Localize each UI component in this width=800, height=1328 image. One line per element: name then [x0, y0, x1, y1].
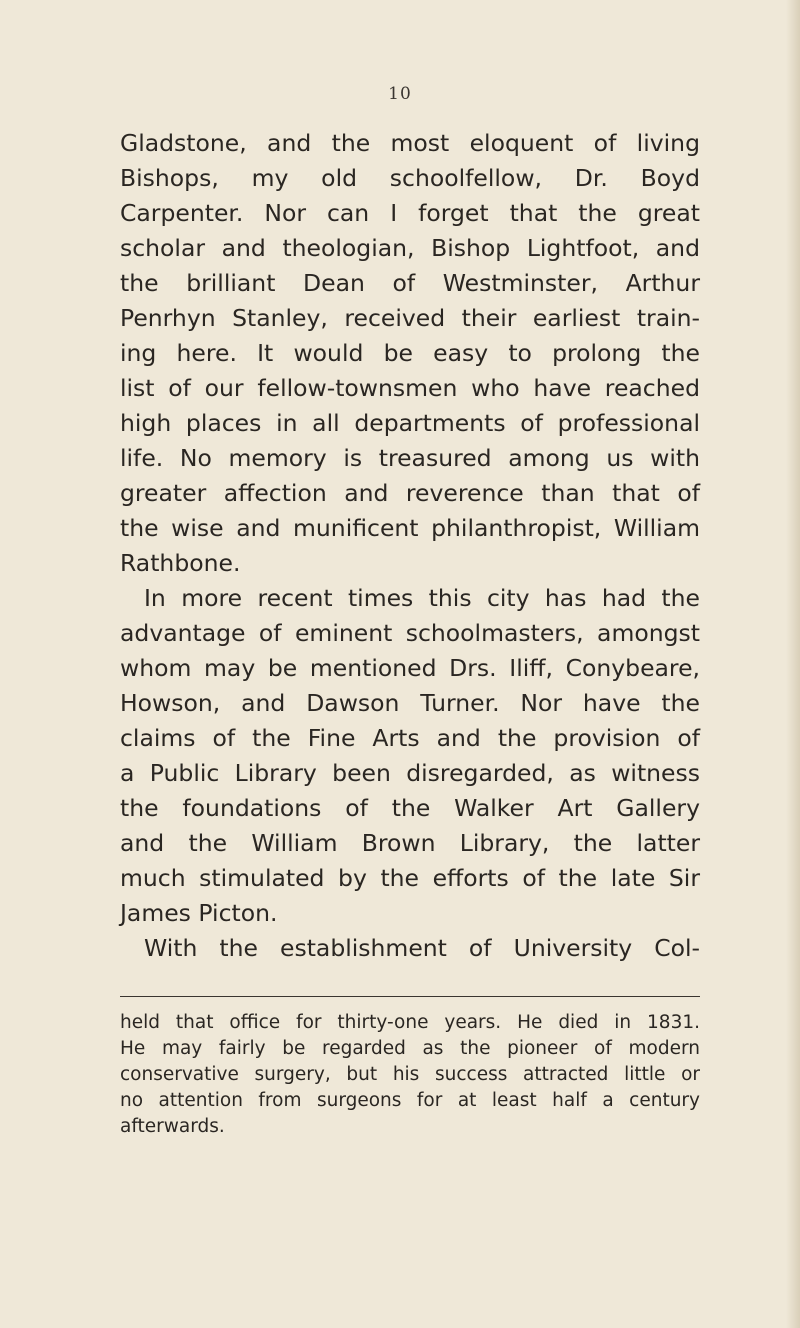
footnote-divider	[120, 996, 700, 997]
text-line: and the William Brown Library, the latter	[120, 829, 700, 857]
text-line: With the establishment of University Col-	[144, 934, 700, 962]
text-line: the foundations of the Walker Art Gallery	[120, 794, 700, 822]
text-line: ing here. It would be easy to prolong the	[120, 339, 700, 367]
text-line: Rathbone.	[120, 549, 241, 577]
text-line: claims of the Fine Arts and the provision of	[120, 724, 700, 752]
footnote-line: held that office for thirty-one years. He died in 1831.	[120, 1012, 700, 1033]
text-line: Carpenter. Nor can I forget that the great	[120, 199, 700, 227]
text-line: the brilliant Dean of Westminster, Arthur	[120, 269, 700, 297]
page-edge-shadow	[786, 0, 800, 1328]
text-line: life. No memory is treasured among us with	[120, 444, 700, 472]
text-line: greater affection and reverence than that of	[120, 479, 700, 507]
main-text	[120, 126, 700, 966]
text-line: In more recent times this city has had the	[144, 584, 700, 612]
page-number: 10	[388, 84, 412, 104]
text-line: advantage of eminent schoolmasters, amongst	[120, 619, 700, 647]
footnote-line: He may fairly be regarded as the pioneer of modern	[120, 1038, 700, 1059]
text-line: scholar and theologian, Bishop Lightfoot, and	[120, 234, 700, 262]
text-line: Bishops, my old schoolfellow, Dr. Boyd	[120, 164, 700, 192]
text-line: high places in all departments of professional	[120, 409, 700, 437]
footnote-line: afterwards.	[120, 1116, 225, 1137]
text-line: Gladstone, and the most eloquent of living	[120, 129, 700, 157]
text-line: list of our fellow-townsmen who have reached	[120, 374, 700, 402]
text-line: Penrhyn Stanley, received their earliest train-	[120, 304, 700, 332]
text-line: Howson, and Dawson Turner. Nor have the	[120, 689, 700, 717]
text-line: whom may be mentioned Drs. Iliff, Conybeare,	[120, 654, 700, 682]
footnote-line: no attention from surgeons for at least half a century	[120, 1090, 700, 1111]
footnote	[120, 1010, 700, 1140]
footnote-line: conservative surgery, but his success attracted little or	[120, 1064, 700, 1085]
text-line: the wise and munificent philanthropist, William	[120, 514, 700, 542]
text-line: James Picton.	[120, 899, 278, 927]
text-line: a Public Library been disregarded, as witness	[120, 759, 700, 787]
text-line: much stimulated by the efforts of the late Sir	[120, 864, 700, 892]
